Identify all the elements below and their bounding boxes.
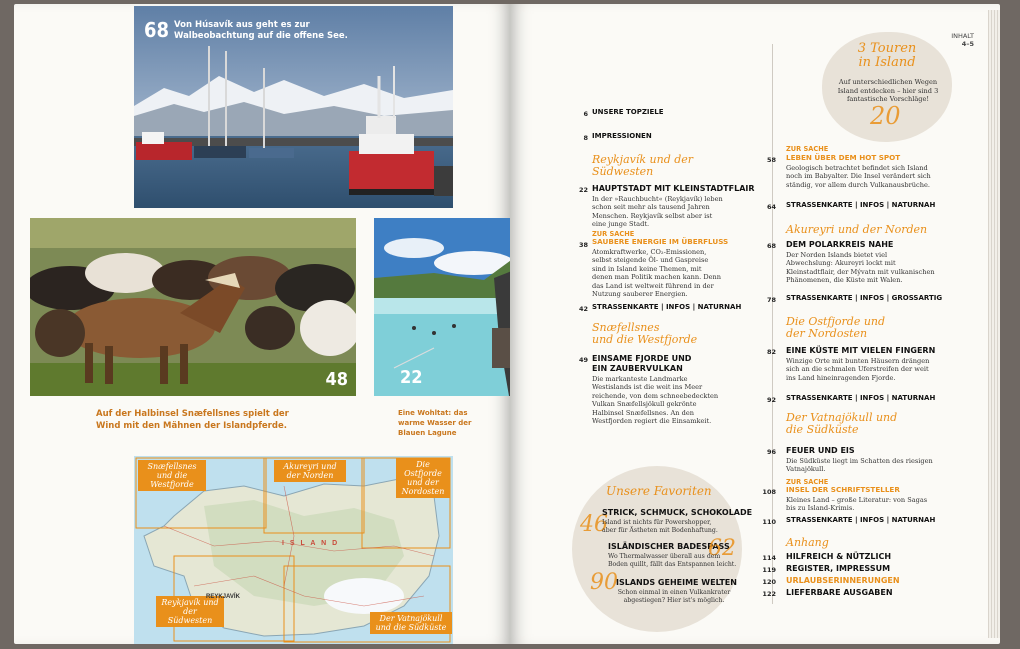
section-ostfjorde-line1: Die Ostfjorde und bbox=[786, 315, 886, 328]
lagoon-photo bbox=[374, 218, 510, 396]
toc-strassen2[interactable]: STRASSENKARTE | INFOS | NATURNAH bbox=[786, 201, 936, 209]
toc-page-kueste: 82 bbox=[766, 348, 776, 356]
iceland-map bbox=[134, 456, 453, 644]
section-ostfjorde bbox=[786, 316, 885, 340]
lagoon-caption bbox=[398, 408, 472, 438]
map-label-ostfjorde[interactable]: Die Ostfjorde und der Nordosten bbox=[396, 458, 450, 498]
toc-strassen4[interactable]: STRASSENKARTE | INFOS | NATURNAH bbox=[786, 394, 936, 402]
toc-page-hauptstadt: 22 bbox=[578, 186, 588, 194]
fav2-text-line2: Boden quillt, fällt das Entspannen leicht. bbox=[608, 561, 737, 568]
map-label-snaefellsnes[interactable]: Snæfellsnes und die Westfjorde bbox=[138, 460, 206, 491]
section-reykjavik-line2: Südwesten bbox=[592, 165, 654, 178]
toc-page-anhang-1: 114 bbox=[762, 554, 776, 562]
section-vatnajokull-line1: Der Vatnajökull und bbox=[786, 411, 898, 424]
toc-topziele[interactable]: UNSERE TOPZIELE bbox=[592, 108, 664, 116]
harbor-caption-line2: Walbeobachtung auf die offene See. bbox=[174, 31, 348, 41]
map-label-vatnajokull[interactable]: Der Vatnajökull und die Südküste bbox=[370, 612, 452, 634]
toc-kueste[interactable]: EINE KÜSTE MIT VIELEN FINGERN bbox=[786, 346, 936, 355]
toc-page-zursache2: 58 bbox=[766, 156, 776, 164]
harbor-photo bbox=[134, 6, 453, 208]
lagoon-scene bbox=[374, 218, 510, 396]
toc-impressionen[interactable]: IMPRESSIONEN bbox=[592, 132, 652, 140]
section-snaefellsnes-line2: und die Westfjorde bbox=[592, 333, 698, 346]
toc-fjorde-line2[interactable]: EIN ZAUBERVULKAN bbox=[592, 364, 683, 373]
photo-number-22: 22 bbox=[400, 367, 423, 388]
header-pages: 4–5 bbox=[961, 40, 974, 48]
zursache2-title[interactable]: LEBEN ÜBER DEM HOT SPOT bbox=[786, 153, 901, 162]
toc-page-strassen3: 78 bbox=[766, 296, 776, 304]
section-snaefellsnes-line1: Snæfellsnes bbox=[592, 321, 660, 334]
toc-page-topziele: 6 bbox=[583, 110, 588, 118]
fav3-title[interactable]: ISLANDS GEHEIME WELTEN bbox=[616, 578, 737, 587]
zursache2-label: ZUR SACHE bbox=[786, 145, 829, 153]
toc-page-polarkreis: 68 bbox=[766, 242, 776, 250]
photo-number-48: 48 bbox=[325, 369, 348, 390]
tours-box[interactable] bbox=[822, 32, 952, 142]
toc-page-anhang-3: 120 bbox=[762, 578, 776, 586]
toc-fjorde-line1[interactable]: EINSAME FJORDE UND bbox=[592, 354, 692, 363]
horses-photo bbox=[30, 218, 356, 396]
harbor-caption-line1: Von Húsavík aus geht es zur bbox=[174, 20, 310, 30]
toc-page-fjorde: 49 bbox=[578, 356, 588, 364]
fav2-title[interactable]: ISLÄNDISCHER BADESPASS bbox=[608, 542, 730, 551]
favoriten-title: Unsere Favoriten bbox=[606, 484, 712, 498]
toc-page-anhang-4: 122 bbox=[762, 590, 776, 598]
map-label-reykjavik[interactable]: Reykjavík und der Südwesten bbox=[156, 596, 224, 627]
map-place-reykjavik: REYKJAVÍK bbox=[206, 594, 240, 600]
toc-strassen3[interactable]: STRASSENKARTE | INFOS | GROSSARTIG bbox=[786, 294, 943, 302]
section-vatnajokull-line2: die Südküste bbox=[786, 423, 859, 436]
page-edge bbox=[988, 10, 1000, 638]
toc-feuer[interactable]: FEUER UND EIS bbox=[786, 446, 855, 455]
toc-strassen1[interactable]: STRASSENKARTE | INFOS | NATURNAH bbox=[592, 303, 742, 311]
zursache3-text: Kleines Land – große Literatur: von Sagas bis zu Island-Krimis. bbox=[786, 496, 928, 513]
zursache1-text: Atomkraftwerke, CO₂-Emissionen, selbst steigende Öl- und Gaspreise sind in Island keine Themen, mit denen man Politik machen kann. Denn das Land ist weltweit führend in der Nutzung sauberer Energien. bbox=[592, 248, 722, 299]
horses-caption-line2: Wind mit den Mähnen der Islandpferde. bbox=[96, 421, 287, 431]
zursache2-text: Geologisch betrachtet befindet sich Island noch im Babyalter. Die Insel verändert sich ständig, vor allem durch Vulkanausbrüche. bbox=[786, 164, 931, 189]
tours-title-line1: 3 Touren bbox=[857, 41, 917, 56]
section-akureyri: Akureyri und der Norden bbox=[786, 223, 928, 236]
horses-caption-line1: Auf der Halbinsel Snæfellsnes spielt der bbox=[96, 409, 289, 419]
fav3-text-line2: abgestiegen? Hier ist's möglich. bbox=[623, 597, 725, 604]
fav1-title[interactable]: STRICK, SCHMUCK, SCHOKOLADE bbox=[602, 508, 753, 517]
map-label-akureyri[interactable]: Akureyri und der Norden bbox=[274, 460, 346, 482]
fav2-text bbox=[608, 553, 748, 569]
page-header bbox=[951, 32, 974, 48]
zursache1-label: ZUR SACHE bbox=[592, 230, 635, 238]
section-vatnajokull bbox=[786, 412, 897, 436]
section-reykjavik-line1: Reykjavík und der bbox=[592, 153, 694, 166]
horses-scene bbox=[30, 218, 356, 396]
zursache1-title[interactable]: SAUBERE ENERGIE IM ÜBERFLUSS bbox=[592, 237, 729, 246]
toc-fjorde-text: Die markanteste Landmarke Westislands ist die weit ins Meer reichende, von dem schneebedeckten Vulkan Snæfellsjökull gekrönte Halbinsel Snæfellsnes. An den Westfjorden regiert die Einsamkeit. bbox=[592, 375, 719, 426]
book-spread bbox=[14, 4, 1010, 644]
tours-title-line2: in Island bbox=[858, 55, 916, 70]
toc-feuer-text: Die Südküste liegt im Schatten des riesigen Vatnajökull. bbox=[786, 457, 933, 474]
zursache3-title[interactable]: INSEL DER SCHRIFTSTELLER bbox=[786, 485, 900, 494]
toc-anhang-4[interactable]: LIEFERBARE AUSGABEN bbox=[786, 588, 893, 597]
toc-anhang-3[interactable]: URLAUBSERINNERUNGEN bbox=[786, 576, 900, 585]
toc-hauptstadt[interactable]: HAUPTSTADT MIT KLEINSTADTFLAIR bbox=[592, 184, 755, 193]
toc-hauptstadt-text: In der »Rauchbucht« (Reykjavík) leben schon seit mehr als tausend Jahren Menschen. Reykjavík selbst aber ist eine junge Stadt. bbox=[592, 195, 723, 229]
fav3-text-line1: Schon einmal in einen Vulkankrater bbox=[617, 589, 731, 596]
toc-page-zursache3: 108 bbox=[762, 488, 776, 496]
section-ostfjorde-line2: der Nordosten bbox=[786, 327, 868, 340]
header-section: INHALT bbox=[951, 32, 974, 40]
right-page bbox=[510, 4, 1000, 644]
toc-anhang-2[interactable]: REGISTER, IMPRESSUM bbox=[786, 564, 891, 573]
toc-page-strassen4: 92 bbox=[766, 396, 776, 404]
zursache3-label: ZUR SACHE bbox=[786, 478, 829, 486]
fav3-text bbox=[604, 589, 744, 605]
section-snaefellsnes bbox=[592, 322, 697, 346]
toc-page-feuer: 96 bbox=[766, 448, 776, 456]
toc-polarkreis[interactable]: DEM POLARKREIS NAHE bbox=[786, 240, 894, 249]
horses-caption bbox=[96, 408, 289, 432]
toc-page-strassen1: 42 bbox=[578, 305, 588, 313]
fav3-page: 90 bbox=[590, 570, 618, 595]
fav1-text-line2: aber für Ästheten mit Bodenhaftung. bbox=[602, 527, 718, 534]
toc-page-impressionen: 8 bbox=[583, 134, 588, 142]
section-reykjavik bbox=[592, 154, 693, 178]
section-anhang: Anhang bbox=[786, 536, 829, 549]
lagoon-caption-line1: Eine Wohltat: das bbox=[398, 409, 468, 417]
map-place-island: I S L A N D bbox=[282, 540, 340, 547]
toc-page-strassen5: 110 bbox=[762, 518, 776, 526]
toc-strassen5[interactable]: STRASSENKARTE | INFOS | NATURNAH bbox=[786, 516, 936, 524]
toc-kueste-text: Winzige Orte mit bunten Häusern drängen sich an die schmalen Uferstreifen der weit ins Land hineinragenden Fjorde. bbox=[786, 357, 930, 382]
toc-page-strassen2: 64 bbox=[766, 203, 776, 211]
tours-page: 20 bbox=[870, 102, 901, 130]
fav1-text-line1: Island ist nichts für Powershopper, bbox=[602, 519, 712, 526]
toc-anhang-1[interactable]: HILFREICH & NÜTZLICH bbox=[786, 552, 892, 561]
lagoon-caption-line3: Blauen Lagune bbox=[398, 429, 457, 437]
fav1-page: 46 bbox=[580, 512, 608, 537]
left-page bbox=[14, 4, 510, 644]
lagoon-caption-line2: warme Wasser der bbox=[398, 419, 472, 427]
tours-text: Auf unterschiedlichen Wegen Island entdecken – hier sind 3 fantastische Vorschläge! bbox=[837, 78, 939, 103]
fav1-text bbox=[602, 519, 742, 535]
toc-polarkreis-text: Der Norden Islands bietet viel Abwechslung: Akureyri lockt mit Kleinstadtflair, der Mývatn mit vulkanischen Phänomenen, die Küste mit Walen. bbox=[786, 251, 935, 285]
tours-title bbox=[822, 42, 952, 70]
toc-page-zursache1: 38 bbox=[578, 241, 588, 249]
harbor-caption bbox=[174, 20, 348, 42]
toc-page-anhang-2: 119 bbox=[762, 566, 776, 574]
photo-number-68: 68 bbox=[144, 18, 170, 42]
fav2-page: 62 bbox=[708, 536, 736, 561]
fav2-text-line1: Wo Thermalwasser überall aus dem bbox=[608, 553, 721, 560]
